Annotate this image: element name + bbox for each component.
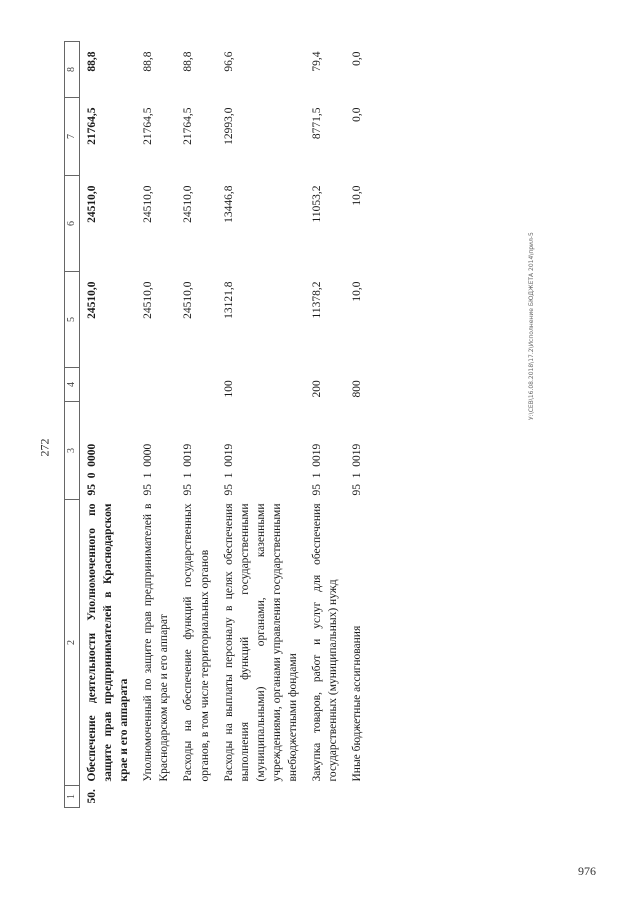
code-ministry: 95 <box>142 484 155 496</box>
column-header-row <box>65 42 80 808</box>
row-expense-type <box>136 368 176 402</box>
row-value-col6: 24510,0 <box>86 185 98 223</box>
code-item: 0019 <box>351 443 364 467</box>
row-value-col6: 24510,0 <box>182 185 195 223</box>
row-expense-type: 200 <box>311 380 324 398</box>
row-expense-type: 800 <box>351 380 364 398</box>
column-header: 1 <box>65 786 80 808</box>
code-ministry: 95 <box>351 484 364 496</box>
code-ministry: 95 <box>182 484 195 496</box>
code-item: 0000 <box>142 443 155 467</box>
row-number <box>305 786 345 808</box>
row-value-col7: 21764,5 <box>182 107 195 145</box>
table-row <box>176 42 216 808</box>
row-description: Расходы на выплаты персоналу в целях обеспечения выполнения функций государственными (муниципальными) органами, казенными учреждениями, органами управления государственными внебюджетными фондами <box>222 503 300 782</box>
row-value-col8: 88,8 <box>182 51 195 72</box>
row-expense-type <box>176 368 216 402</box>
code-item: 0019 <box>222 443 235 467</box>
row-value-col7: 21764,5 <box>86 107 98 145</box>
row-number <box>176 786 216 808</box>
row-description: Уполномоченный по защите прав предпринимателей в Краснодарском крае и его аппарат <box>142 503 171 782</box>
row-value-col6: 11053,2 <box>311 185 324 223</box>
row-value-col6: 13446,8 <box>222 185 235 223</box>
code-ministry: 95 <box>86 484 98 496</box>
budget-table <box>64 41 369 808</box>
row-code <box>217 402 305 500</box>
row-value-col8: 96,6 <box>222 51 235 72</box>
table-row <box>345 42 369 808</box>
code-item: 0000 <box>86 443 98 467</box>
row-number <box>217 786 305 808</box>
row-value-col7: 12993,0 <box>222 107 235 145</box>
row-value-col5: 11378,2 <box>311 281 324 319</box>
row-code <box>305 402 345 500</box>
row-code <box>136 402 176 500</box>
budget-table-rotated <box>64 42 552 808</box>
page-number-bottom: 976 <box>578 864 596 878</box>
row-code <box>345 402 369 500</box>
code-program: 1 <box>222 472 235 479</box>
column-header: 8 <box>65 42 80 98</box>
code-item: 0019 <box>182 443 195 467</box>
row-expense-type: 100 <box>222 380 235 398</box>
row-value-col8: 0,0 <box>351 51 364 66</box>
code-ministry: 95 <box>311 484 324 496</box>
column-header: 6 <box>65 176 80 272</box>
column-header: 3 <box>65 402 80 500</box>
footer-file-path: У:\СЕВ\16.08.2018\17.2\Исполнение БЮДЖЕТА 2014\прил-5 <box>528 232 535 420</box>
row-value-col5: 24510,0 <box>142 281 155 319</box>
row-value-col7: 21764,5 <box>142 107 155 145</box>
column-header: 2 <box>65 500 80 786</box>
row-value-col7: 8771,5 <box>311 107 324 140</box>
code-ministry: 95 <box>222 484 235 496</box>
row-value-col8: 88,8 <box>86 51 98 72</box>
code-program: 0 <box>86 472 98 479</box>
column-header: 4 <box>65 368 80 402</box>
column-header: 7 <box>65 98 80 176</box>
row-expense-type <box>80 368 137 402</box>
row-value-col7: 0,0 <box>351 107 364 122</box>
row-code <box>80 402 137 500</box>
table-row <box>136 42 176 808</box>
row-number <box>345 786 369 808</box>
code-item: 0019 <box>311 443 324 467</box>
code-program: 1 <box>351 472 364 479</box>
code-program: 1 <box>311 472 324 479</box>
row-description: Обеспечение деятельности Уполномоченного по защите прав предпринимателей в Краснодарском крае и его аппарата <box>86 503 131 782</box>
row-value-col5: 10,0 <box>351 281 364 302</box>
row-value-col8: 88,8 <box>142 51 155 72</box>
row-number <box>136 786 176 808</box>
row-value-col6: 24510,0 <box>142 185 155 223</box>
table-row <box>305 42 345 808</box>
row-value-col5: 24510,0 <box>86 281 98 319</box>
row-value-col5: 24510,0 <box>182 281 195 319</box>
column-header: 5 <box>65 272 80 368</box>
row-number: 50. <box>86 789 98 804</box>
row-value-col5: 13121,8 <box>222 281 235 319</box>
code-program: 1 <box>142 472 155 479</box>
row-description: Расходы на обеспечение функций государственных органов, в том числе территориальных органов <box>182 503 211 782</box>
page-number-top: 272 <box>37 438 52 457</box>
code-program: 1 <box>182 472 195 479</box>
row-value-col6: 10,0 <box>351 185 364 206</box>
row-description: Иные бюджетные ассигнования <box>351 625 364 782</box>
row-value-col8: 79,4 <box>311 51 324 72</box>
table-row <box>217 42 305 808</box>
row-description: Закупка товаров, работ и услуг для обеспечения государственных (муниципальных) нужд <box>311 503 340 782</box>
table-row <box>80 42 137 808</box>
row-code <box>176 402 216 500</box>
